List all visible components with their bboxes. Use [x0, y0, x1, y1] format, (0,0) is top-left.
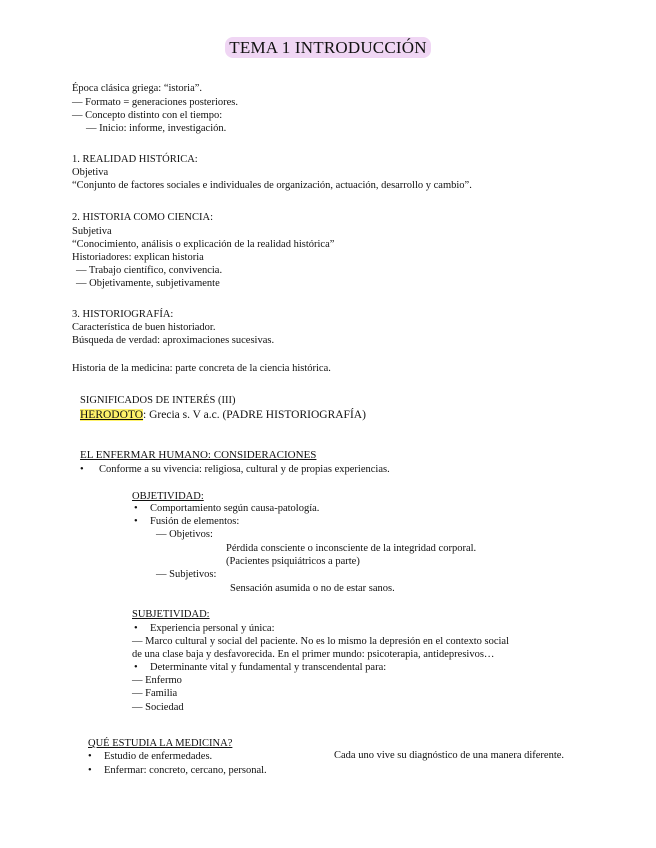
section-2-line: — Objetivamente, subjetivamente [76, 278, 220, 289]
section-1-line: Objetiva [72, 167, 109, 178]
section-2-line: — Trabajo científico, convivencia. [76, 265, 223, 276]
herodoto-description: : Grecia s. V a.c. (PADRE HISTORIOGRAFÍA) [143, 409, 366, 421]
subjetividad-item: — Enfermo [132, 675, 182, 686]
que-estudia-heading: QUÉ ESTUDIA LA MEDICINA? [88, 738, 233, 749]
enfermar-bullet: Conforme a su vivencia: religiosa, cultural y de propias experiencias. [99, 464, 390, 475]
medicine-line: Historia de la medicina: parte concreta de la ciencia histórica. [72, 363, 331, 374]
objetivos-line: Pérdida consciente o inconsciente de la integridad corporal. [226, 543, 477, 554]
objetividad-bullet: Comportamiento según causa-patología. [150, 503, 320, 514]
subjetividad-item: — Sociedad [132, 702, 184, 713]
section-1-heading: 1. REALIDAD HISTÓRICA: [72, 154, 198, 165]
objetividad-heading: OBJETIVIDAD: [132, 491, 204, 502]
bullet-marker: • [134, 662, 138, 673]
herodoto-line [80, 409, 366, 422]
section-2-line: “Conocimiento, análisis o explicación de la realidad histórica” [72, 239, 335, 250]
que-estudia-bullet: Estudio de enfermedades. [104, 751, 213, 762]
bullet-marker: • [88, 765, 92, 776]
bullet-marker: • [88, 751, 92, 762]
que-estudia-side-note: Cada uno vive su diagnóstico de una manera diferente. [334, 750, 565, 761]
intro-line: — Formato = generaciones posteriores. [72, 97, 239, 108]
subjetividad-line: — Marco cultural y social del paciente. No es lo mismo la depresión en el contexto social [132, 636, 510, 647]
section-1-line: “Conjunto de factores sociales e individuales de organización, actuación, desarrollo y cambio”. [72, 180, 472, 191]
subjetividad-line: de una clase baja y desfavorecida. En el primer mundo: psicoterapia, antidepresivos… [132, 649, 495, 660]
page-title: TEMA 1 INTRODUCCIÓN [0, 38, 656, 58]
bullet-marker: • [134, 503, 138, 514]
subjetivos-label: — Subjetivos: [156, 569, 217, 580]
subjetividad-heading: SUBJETIVIDAD: [132, 609, 210, 620]
subjetividad-bullet: Experiencia personal y única: [150, 623, 275, 634]
bullet-marker: • [80, 464, 84, 475]
herodoto-highlight: HERODOTO [80, 409, 144, 421]
section-3-line: Búsqueda de verdad: aproximaciones sucesivas. [72, 335, 275, 346]
section-3-heading: 3. HISTORIOGRAFÍA: [72, 309, 174, 320]
bullet-marker: • [134, 623, 138, 634]
objetivos-label: — Objetivos: [156, 529, 213, 540]
section-2-line: Subjetiva [72, 226, 112, 237]
section-2-heading: 2. HISTORIA COMO CIENCIA: [72, 212, 213, 223]
intro-line: Época clásica griega: “istoria”. [72, 83, 203, 94]
subjetividad-item: — Familia [132, 688, 178, 699]
objetividad-bullet: Fusión de elementos: [150, 516, 240, 527]
subjetivos-line: Sensación asumida o no de estar sanos. [230, 583, 395, 594]
enfermar-heading: EL ENFERMAR HUMANO: CONSIDERACIONES [80, 449, 317, 461]
section-3-line: Característica de buen historiador. [72, 322, 216, 333]
subjetividad-bullet: Determinante vital y fundamental y transcendental para: [150, 662, 387, 673]
bullet-marker: • [134, 516, 138, 527]
que-estudia-bullet: Enfermar: concreto, cercano, personal. [104, 765, 267, 776]
significados-heading: SIGNIFICADOS DE INTERÉS (III) [80, 395, 236, 406]
section-2-line: Historiadores: explican historia [72, 252, 204, 263]
objetivos-line: (Pacientes psiquiátricos a parte) [226, 556, 360, 567]
intro-line: — Inicio: informe, investigación. [86, 123, 227, 134]
intro-line: — Concepto distinto con el tiempo: [72, 110, 223, 121]
